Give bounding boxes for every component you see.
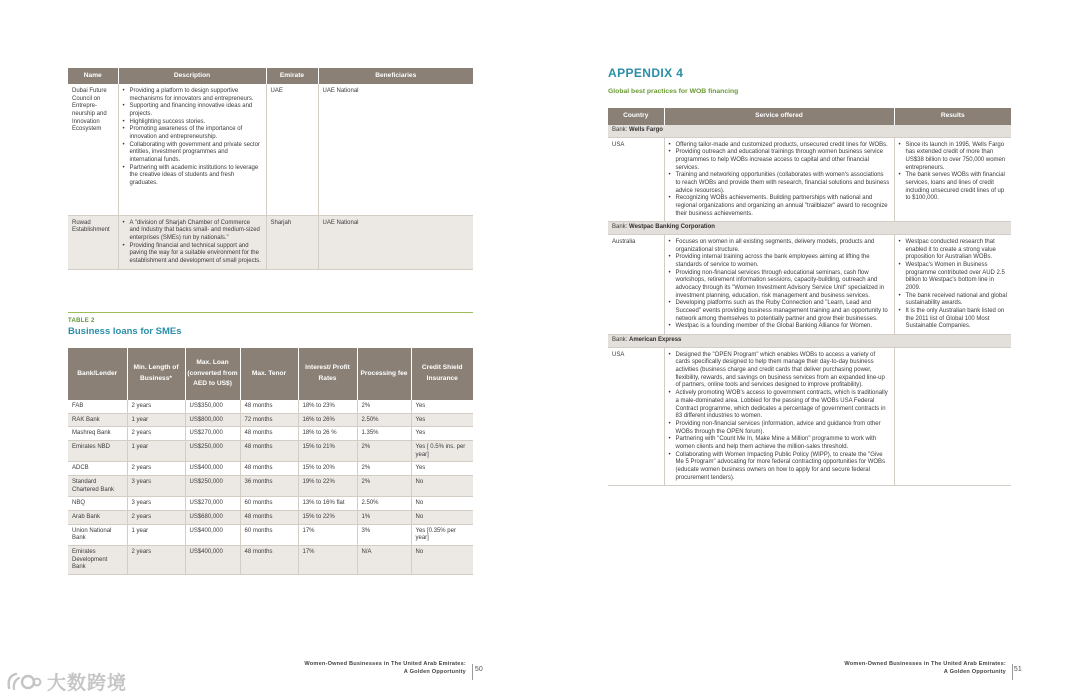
length-cell: 2 years	[127, 511, 185, 525]
bank-cell: FAB	[68, 400, 127, 413]
tenor-cell: 48 months	[240, 462, 298, 476]
column-header: Country	[608, 108, 664, 125]
results-list	[899, 239, 1008, 331]
interest-cell: 18% to 26 %	[298, 427, 357, 441]
tenor-cell: 48 months	[240, 400, 298, 413]
list-item: • Providing outreach and educational trainings through women business service programmes to help WOBs increase access to capital and other financial services.	[669, 149, 890, 172]
bank-label: Bank: Westpac Banking Corporation	[608, 222, 1011, 235]
services-cell	[664, 137, 894, 222]
country-cell: Australia	[608, 235, 664, 335]
column-header: Description	[118, 68, 266, 84]
list-item: • The bank received national and global sustainability awards.	[899, 293, 1008, 308]
loan-cell: US$250,000	[185, 441, 240, 462]
table-row	[608, 235, 1011, 335]
shield-cell: Yes	[411, 400, 473, 413]
shield-cell: Yes [0.35% per year]	[411, 524, 473, 545]
bank-cell: RAK Bank	[68, 413, 127, 427]
column-header: Credit Shield Insurance	[411, 348, 473, 400]
interest-cell: 17%	[298, 546, 357, 575]
page-footer	[250, 661, 483, 676]
fee-cell: 2%	[357, 441, 411, 462]
list-item: • Partnering with academic institutions to leverage the creative ideas of students and fresh graduates.	[123, 165, 262, 188]
results-cell	[894, 347, 1011, 485]
emirates-initiatives-table	[68, 68, 473, 270]
table-row	[68, 462, 473, 476]
list-item: • Actively promoting WOB's access to government contracts, which is traditionally a male-dominated area. Lobbied for the passing of the WOBs USA Federal Contract programme, which dedicates a percentage of government contracts in 83 different industries to women.	[669, 390, 890, 421]
fee-cell: N/A	[357, 546, 411, 575]
fee-cell: 2.50%	[357, 413, 411, 427]
tenor-cell: 36 months	[240, 476, 298, 497]
interest-cell: 17%	[298, 524, 357, 545]
services-list	[669, 142, 890, 219]
footer-title: Women-Owned Businesses in The United Arab Emirates:	[304, 661, 466, 667]
interest-cell: 15% to 20%	[298, 462, 357, 476]
interest-cell: 15% to 22%	[298, 511, 357, 525]
list-item: • Collaborating with Women Impacting Public Policy (WIPP), to create the "Give Me 5 Program" advocating for more federal contracting opportunities for WOBs (educate women business owners on how to apply for and secure federal procurement tenders).	[669, 452, 890, 483]
bank-group-row	[608, 222, 1011, 235]
length-cell: 2 years	[127, 427, 185, 441]
footer-subtitle: A Golden Opportunity	[943, 668, 1006, 675]
bank-cell: Mashreq Bank	[68, 427, 127, 441]
column-header: Max. Tenor	[240, 348, 298, 400]
list-item: • Westpac is a founding member of the Global Banking Alliance for Women.	[669, 323, 890, 331]
loan-cell: US$400,000	[185, 524, 240, 545]
column-header: Beneficiaries	[318, 68, 473, 84]
page-number: 51	[1013, 666, 1022, 673]
description-list	[123, 88, 262, 188]
list-item: • Westpac's Women in Business programme contributed over AUD 2.5 billion to Westpac's bottom line in 2009.	[899, 262, 1008, 293]
list-item: • Since its launch in 1995, Wells Fargo has extended credit of more than US$38 billion to over 750,000 women entrepreneurs.	[899, 142, 1008, 173]
shield-cell: No	[411, 546, 473, 575]
interest-cell: 19% to 22%	[298, 476, 357, 497]
list-item: • Providing internal training across the bank employees aiming at lifting the standards of service to women.	[669, 254, 890, 269]
list-item: • A "division of Sharjah Chamber of Commerce and Industry that backs small- and medium-sized enterprises (SMEs) run by nationals."	[123, 220, 262, 243]
bank-cell: Emirates Development Bank	[68, 546, 127, 575]
shield-cell: No	[411, 497, 473, 511]
list-item: • Offering tailor-made and customized products, unsecured credit lines for WOBs.	[669, 142, 890, 150]
bank-name: Westpac Banking Corporation	[629, 224, 715, 231]
table-row	[68, 215, 473, 269]
wob-best-practices-table	[608, 108, 1011, 486]
table-row	[68, 427, 473, 441]
table-row	[68, 546, 473, 575]
bank-cell: Union National Bank	[68, 524, 127, 545]
table-row	[68, 84, 473, 215]
bank-cell: Emirates NBD	[68, 441, 127, 462]
watermark-text: 大数跨境	[47, 673, 128, 694]
footer-title: Women-Owned Businesses in The United Arab Emirates:	[844, 661, 1006, 667]
fee-cell: 2%	[357, 462, 411, 476]
results-cell	[894, 235, 1011, 335]
bank-group-row	[608, 125, 1011, 137]
fee-cell: 1%	[357, 511, 411, 525]
bank-label: Bank: Wells Fargo	[608, 125, 1011, 137]
column-header: Max. Loan (converted from AED to US$)	[185, 348, 240, 400]
footer-divider	[472, 664, 473, 680]
loan-cell: US$400,000	[185, 462, 240, 476]
sme-loans-table	[68, 348, 473, 575]
description-list	[123, 220, 262, 266]
tenor-cell: 72 months	[240, 413, 298, 427]
table-row	[68, 413, 473, 427]
table-number-label: TABLE 2	[68, 318, 95, 324]
tenor-cell: 48 months	[240, 441, 298, 462]
length-cell: 3 years	[127, 497, 185, 511]
table-row	[68, 524, 473, 545]
bank-cell: ADCB	[68, 462, 127, 476]
list-item: • Providing non-financial services (information, advice and guidance from other WOBs through the OPEN forum).	[669, 421, 890, 436]
list-item: • Partnering with "Count Me In, Make Mine a Million" programme to work with women clients and help them achieve the million-sales threshold.	[669, 436, 890, 451]
loan-cell: US$250,000	[185, 476, 240, 497]
column-header: Results	[894, 108, 1011, 125]
country-cell: USA	[608, 137, 664, 222]
list-item: • Providing non-financial services through educational seminars, cash flow workshops, retirement information sessions, capacity-building, outreach and advocacy through its "Women Investment Advisory Service Unit" specialized in investment planning, education, risk management and business services.	[669, 270, 890, 301]
services-cell	[664, 347, 894, 485]
shield-cell: Yes	[411, 462, 473, 476]
beneficiaries-cell: UAE National	[318, 215, 473, 269]
loan-cell: US$400,000	[185, 546, 240, 575]
list-item: • Westpac conducted research that enabled it to create a strong value proposition for Australian WOBs.	[899, 239, 1008, 262]
footer-divider	[1012, 664, 1013, 680]
table-title: Business loans for SMEs	[68, 326, 182, 337]
column-header: Name	[68, 68, 118, 84]
length-cell: 1 year	[127, 524, 185, 545]
fee-cell: 2%	[357, 476, 411, 497]
brand-logo-icon	[4, 670, 42, 694]
tenor-cell: 48 months	[240, 546, 298, 575]
watermark	[4, 668, 127, 695]
shield-cell: No	[411, 476, 473, 497]
column-header: Emirate	[266, 68, 318, 84]
list-item: • Supporting and financing innovative ideas and projects.	[123, 103, 262, 118]
shield-cell: Yes	[411, 413, 473, 427]
shield-cell: Yes [ 0.5% ins. per year]	[411, 441, 473, 462]
column-header: Service offered	[664, 108, 894, 125]
results-list	[899, 142, 1008, 203]
list-item: • Focuses on women in all existing segments, delivery models, products and organizational structure.	[669, 239, 890, 254]
tenor-cell: 48 months	[240, 511, 298, 525]
table-row	[68, 400, 473, 413]
table-row	[68, 511, 473, 525]
list-item: • Providing financial and technical support and paving the way for a suitable environment for the establishment and development of small projects.	[123, 243, 262, 266]
length-cell: 2 years	[127, 546, 185, 575]
shield-cell: Yes	[411, 427, 473, 441]
fee-cell: 1.35%	[357, 427, 411, 441]
initiative-description	[118, 84, 266, 215]
interest-cell: 13% to 16% flat	[298, 497, 357, 511]
length-cell: 2 years	[127, 400, 185, 413]
list-item: • It is the only Australian bank listed on the 2011 list of Global 100 Most Sustainable Companies.	[899, 308, 1008, 331]
fee-cell: 3%	[357, 524, 411, 545]
column-header: Interest/ Profit Rates	[298, 348, 357, 400]
table-header-row	[68, 348, 473, 400]
emirate-cell: UAE	[266, 84, 318, 215]
table-header-row	[68, 68, 473, 84]
fee-cell: 2%	[357, 400, 411, 413]
services-cell	[664, 235, 894, 335]
list-item: • Providing a platform to design supportive mechanisms for innovators and entrepreneurs.	[123, 88, 262, 103]
page-footer	[790, 661, 1022, 676]
list-item: • Recognizing WOBs achievements. Building partnerships with national and regional organizations and organizing an annual "trailblazer" award to recognize their business achievements.	[669, 195, 890, 218]
page-number: 50	[474, 666, 483, 673]
bank-group-row	[608, 335, 1011, 348]
interest-cell: 18% to 23%	[298, 400, 357, 413]
bank-name: American Express	[629, 337, 682, 344]
loan-cell: US$350,000	[185, 400, 240, 413]
initiative-description	[118, 215, 266, 269]
bank-name: Wells Fargo	[629, 127, 663, 133]
list-item: • Highlighting success stories.	[123, 119, 262, 127]
shield-cell: No	[411, 511, 473, 525]
table-row	[608, 137, 1011, 222]
bank-cell: NBQ	[68, 497, 127, 511]
interest-cell: 15% to 21%	[298, 441, 357, 462]
length-cell: 1 year	[127, 441, 185, 462]
bank-cell: Arab Bank	[68, 511, 127, 525]
length-cell: 3 years	[127, 476, 185, 497]
services-list	[669, 239, 890, 331]
interest-cell: 16% to 26%	[298, 413, 357, 427]
section-divider	[68, 312, 473, 313]
loan-cell: US$270,000	[185, 427, 240, 441]
length-cell: 2 years	[127, 462, 185, 476]
initiative-name: Dubai Future Council on Entrepre-neurship and Innovation Ecosystem	[68, 84, 118, 215]
fee-cell: 2.50%	[357, 497, 411, 511]
results-cell	[894, 137, 1011, 222]
column-header: Bank/Lender	[68, 348, 127, 400]
list-item: • Designed the "OPEN Program" which enables WOBs to access a variety of cards specifically designed to help them manage their day-to-day business activities (business charge and credit cards that deliver purchasing power, flexibility, rewards, and savings on business services from an expanded line-up of partners, online tools and services designed to improve profitability).	[669, 352, 890, 390]
length-cell: 1 year	[127, 413, 185, 427]
list-item: • The bank serves WOBs with financial services, loans and lines of credit including unsecured credit lines of up to $100,000.	[899, 172, 1008, 203]
country-cell: USA	[608, 347, 664, 485]
appendix-subtitle: Global best practices for WOB financing	[608, 88, 739, 95]
table-header-row	[608, 108, 1011, 125]
appendix-title: APPENDIX 4	[608, 66, 684, 80]
services-list	[669, 352, 890, 482]
initiative-name: Ruwad Establishment	[68, 215, 118, 269]
table-row	[68, 497, 473, 511]
tenor-cell: 48 months	[240, 427, 298, 441]
beneficiaries-cell: UAE National	[318, 84, 473, 215]
loan-cell: US$270,000	[185, 497, 240, 511]
column-header: Processing fee	[357, 348, 411, 400]
list-item: • Collaborating with government and private sector entities, investment programmes and international funds.	[123, 142, 262, 165]
loan-cell: US$800,000	[185, 413, 240, 427]
list-item: • Promoting awareness of the importance of innovation and entrepreneurship.	[123, 126, 262, 141]
footer-subtitle: A Golden Opportunity	[403, 668, 466, 675]
column-header: Min. Length of Business*	[127, 348, 185, 400]
bank-cell: Standard Chartered Bank	[68, 476, 127, 497]
loan-cell: US$680,000	[185, 511, 240, 525]
tenor-cell: 60 months	[240, 497, 298, 511]
table-row	[68, 441, 473, 462]
bank-label: Bank: American Express	[608, 335, 1011, 348]
emirate-cell: Sharjah	[266, 215, 318, 269]
tenor-cell: 60 months	[240, 524, 298, 545]
table-row	[608, 347, 1011, 485]
list-item: • Developing platforms such as the Ruby Connection and "Learn, Lead and Succeed" events providing business management training and an opportunity to network among themselves to potentially partner and grow their businesses.	[669, 300, 890, 323]
list-item: • Training and networking opportunities (collaborates with women's associations to reach WOBs and provide them with research, financial solutions and business advice resources).	[669, 172, 890, 195]
table-row	[68, 476, 473, 497]
